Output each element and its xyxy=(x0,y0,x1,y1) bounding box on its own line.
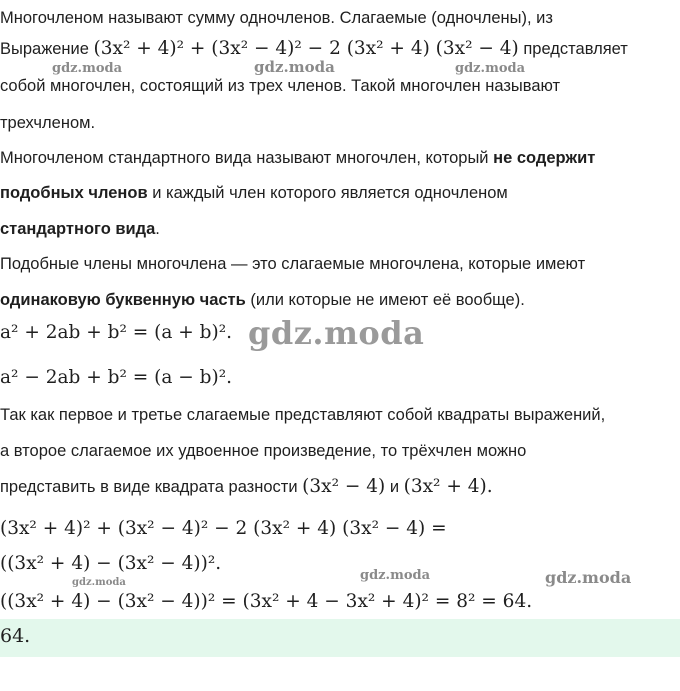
expression-math: (3x² + 4)² + (3x² − 4)² − 2 (3x² + 4) (3x² − 4) xyxy=(93,38,519,59)
answer-box xyxy=(0,619,680,657)
watermark: gdz.moda xyxy=(52,61,123,76)
definition-line: стандартного вида. xyxy=(0,220,160,238)
text-line: Подобные члены многочлена — это слагаемые многочлена, которые имеют xyxy=(0,255,586,273)
watermark: gdz.moda xyxy=(254,58,335,76)
answer-value: 64. xyxy=(0,625,31,647)
text-line: Так как первое и третье слагаемые представляют собой квадраты выражений, xyxy=(0,406,606,424)
watermark: gdz.moda xyxy=(248,314,425,352)
watermark: gdz.moda xyxy=(360,568,431,583)
definition-line: подобных членов и каждый член которого является одночленом xyxy=(0,184,508,202)
watermark: gdz.moda xyxy=(72,577,126,588)
solution-step-2: ((3x² + 4) − (3x² − 4))². xyxy=(0,553,222,574)
formula-square-difference: a² − 2ab + b² = (a − b)². xyxy=(0,367,232,388)
text-line: Выражение (3x² + 4)² + (3x² − 4)² − 2 (3x² + 4) (3x² − 4) представляет xyxy=(0,38,628,59)
text-line: представить в виде квадрата разности (3x² − 4) и (3x² + 4). xyxy=(0,476,493,497)
solution-step-1: (3x² + 4)² + (3x² − 4)² − 2 (3x² + 4) (3x² − 4) = xyxy=(0,518,447,539)
watermark: gdz.moda xyxy=(545,568,632,587)
watermark: gdz.moda xyxy=(455,61,526,76)
text-line: собой многочлен, состоящий из трех членов. Такой многочлен называют xyxy=(0,77,561,95)
text-line: а второе слагаемое их удвоенное произведение, то трёхчлен можно xyxy=(0,442,527,460)
solution-step-3: ((3x² + 4) − (3x² − 4))² = (3x² + 4 − 3x² + 4)² = 8² = 64. xyxy=(0,591,533,612)
text-line: трехчленом. xyxy=(0,114,96,132)
definition-line: Многочленом стандартного вида называют многочлен, который не содержит xyxy=(0,149,596,167)
text-line: одинаковую буквенную часть (или которые не имеют её вообще). xyxy=(0,291,525,309)
formula-square-sum: a² + 2ab + b² = (a + b)². xyxy=(0,322,232,343)
text-line: Многочленом называют сумму одночленов. Слагаемые (одночлены), из xyxy=(0,9,553,27)
